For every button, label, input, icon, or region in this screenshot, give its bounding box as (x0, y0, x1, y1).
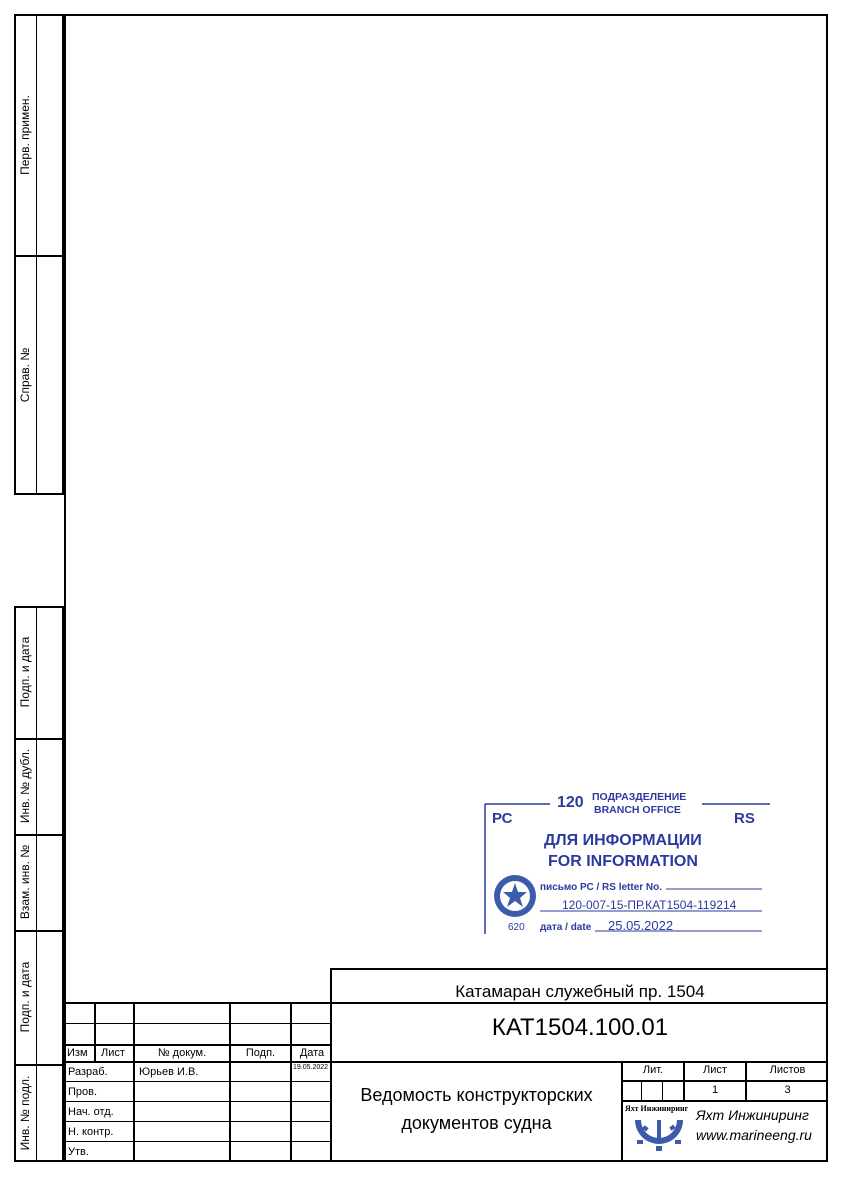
listov-label: Листов (769, 1064, 806, 1076)
tb-line (330, 968, 828, 970)
inv-dubl-cell (14, 738, 36, 834)
stamp-title-en: FOR INFORMATION (548, 853, 698, 870)
stamp-rs-left: РС (492, 810, 513, 827)
stamp-date-value: 25.05.2022 (608, 918, 674, 933)
tb-vline (94, 1002, 96, 1061)
header-izm: Изм (67, 1047, 88, 1059)
doc-name-line2: документов судна (401, 1113, 552, 1133)
rs-stamp (480, 788, 775, 938)
role-n-kontr: Н. контр. (68, 1126, 114, 1138)
inv-dubl-label: Инв. № дубл. (18, 748, 32, 824)
podp-data-label: Подп. и дата (18, 636, 32, 708)
stamp-title-ru: ДЛЯ ИНФОРМАЦИИ (544, 832, 702, 849)
gear-icon (629, 1116, 689, 1152)
stamp-letter-value: 120-007-15-ПР.КАТ1504-119214 (562, 898, 737, 912)
lit-label: Лит. (642, 1064, 664, 1076)
company-name: Яхт Инжиниринг (696, 1107, 809, 1123)
company-site: www.marineeng.ru (696, 1127, 812, 1143)
sprav-no-cell (14, 255, 36, 495)
tb-line (621, 1100, 828, 1102)
header-list: Лист (101, 1047, 125, 1059)
stamp-date-label: дата / date (540, 922, 592, 933)
project-name: Катамаран служебный пр. 1504 (455, 982, 705, 1001)
perv-primen-label: Перв. примен. (18, 94, 32, 175)
doc-name-line1: Ведомость конструкторских (360, 1085, 593, 1105)
developer-name: Юрьев И.В. (139, 1066, 199, 1078)
tb-line (621, 1080, 828, 1082)
tb-line (64, 1002, 828, 1004)
tb-vline (662, 1080, 663, 1100)
developer-date: 19.05.2022 (293, 1064, 329, 1071)
header-data: Дата (299, 1047, 325, 1059)
tb-vline (290, 1002, 292, 1162)
listov-value: 3 (784, 1084, 791, 1096)
designation: КАТ1504.100.01 (491, 1014, 669, 1041)
inv-podl-label: Инв. № подл. (18, 1075, 32, 1151)
tb-line (64, 1061, 828, 1063)
header-doc-no: № докум. (157, 1047, 207, 1059)
role-nach-otd: Нач. отд. (68, 1106, 114, 1118)
company-logo (625, 1104, 691, 1156)
tb-vline (641, 1080, 642, 1100)
stamp-rs-right: RS (734, 810, 755, 827)
inv-podl-cell (14, 1064, 36, 1162)
strip-divider (36, 606, 37, 1162)
podp-data-2-cell (14, 930, 36, 1064)
list-label: Лист (703, 1064, 727, 1076)
sprav-no-label: Справ. № (18, 347, 32, 403)
stamp-division-en: BRANCH OFFICE (594, 804, 681, 816)
vzam-inv-cell (14, 834, 36, 930)
stamp-number: 120 (557, 794, 584, 811)
vzam-inv-label: Взам. инв. № (18, 844, 32, 920)
role-utv: Утв. (68, 1146, 89, 1158)
podp-data-2-label: Подп. и дата (18, 961, 32, 1033)
tb-vline (229, 1002, 231, 1162)
stamp-division-ru: ПОДРАЗДЕЛЕНИЕ (592, 791, 687, 803)
stamp-letter-label: письмо РС / RS letter No. (540, 882, 663, 893)
tb-vline (133, 1002, 135, 1162)
header-podp: Подп. (245, 1047, 276, 1059)
role-prov: Пров. (68, 1086, 98, 1098)
podp-data-cell (14, 606, 36, 738)
company-logo-text: Яхт Инжиниринг (625, 1104, 689, 1113)
role-razrab: Разраб. (68, 1066, 108, 1078)
stamp-seal-number: 620 (508, 922, 525, 933)
perv-primen-cell (14, 14, 36, 255)
list-value: 1 (711, 1084, 719, 1096)
tb-vline (621, 1061, 623, 1162)
rs-seal-icon (493, 874, 537, 918)
